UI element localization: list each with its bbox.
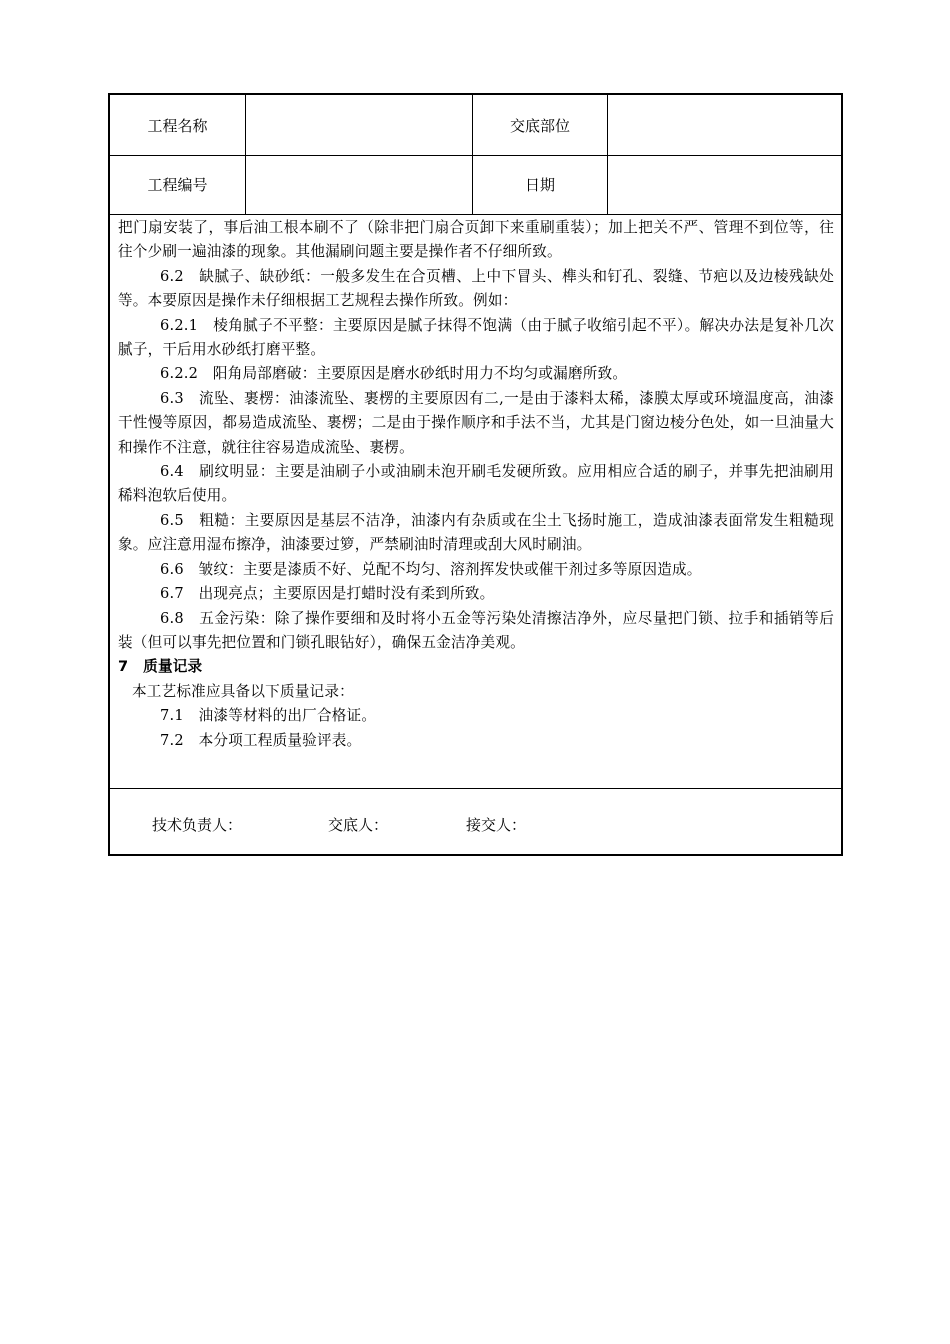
header-row-2 [110,155,841,215]
paragraph-6-4: 6.4 刷纹明显：主要是油刷子小或油刷未泡开刷毛发硬所致。应用相应合适的刷子，并事先把油刷用稀料泡软后使用。 [118,463,834,505]
date-field[interactable] [608,155,841,214]
paragraph-6-7: 6.7 出现亮点；主要原因是打蜡时没有柔到所致。 [160,585,495,603]
project-no-label: 工程编号 [110,155,246,214]
date-label: 日期 [473,155,608,214]
paragraph-continuation: 把门扇安装了，事后油工根本刷不了（除非把门扇合页卸下来重刷重装）；加上把关不严、管理不到位等，往往个少刷一遍油漆的现象。其他漏刷问题主要是操作者不仔细所致。 [118,219,834,261]
header-row-1 [110,95,841,156]
project-no-field[interactable] [246,155,473,214]
paragraph-6-2: 6.2 缺腻子、缺砂纸：一般多发生在合页槽、上中下冒头、榫头和钉孔、裂缝、节疤以及边棱残缺处等。本要原因是操作未仔细根据工艺规程去操作所致。例如： [118,267,834,310]
paragraph-7-intro: 本工艺标准应具备以下质量记录： [132,682,354,700]
signature-row [110,788,841,855]
handover-part-label: 交底部位 [473,95,608,155]
paragraph-6-2-2: 6.2.2 阳角局部磨破：主要原因是磨水砂纸时用力不均匀或漏磨所致。 [160,365,628,383]
tech-lead-label: 技术负责人： [152,816,243,834]
project-name-field[interactable] [246,95,473,155]
paragraph-6-3: 6.3 流坠、裹楞：油漆流坠、裹楞的主要原因有二,一是由于漆料太稀，漆膜太厚或环境温度高，油漆干性慢等原因，都易造成流坠、裹楞；二是由于操作顺序和手法不当，尤其是门窗边棱分色处，如一旦油量大和操作不注意，就往往容易造成流坠、裹楞。 [118,389,834,456]
paragraph-7-1: 7.1 油漆等材料的出厂合格证。 [160,707,377,725]
handover-sheet [108,93,843,856]
paragraph-6-2-1: 6.2.1 棱角腻子不平整：主要原因是腻子抹得不饱满（由于腻子收缩引起不平）。解决办法是复补几次腻子，干后用水砂纸打磨平整。 [118,316,834,359]
receiver-label: 接交人： [466,816,527,834]
paragraph-7-2: 7.2 本分项工程质量验评表。 [160,731,362,749]
handover-content [118,216,834,753]
paragraph-6-6: 6.6 皱纹：主要是漆质不好、兑配不均匀、溶剂挥发快或催干剂过多等原因造成。 [160,560,702,578]
paragraph-6-8: 6.8 五金污染：除了操作要细和及时将小五金等污染处清擦洁净外，应尽量把门锁、拉手和插销等后装（但可以事先把位置和门锁孔眼钻好），确保五金洁净美观。 [118,609,834,651]
paragraph-6-5: 6.5 粗糙：主要原因是基层不洁净，油漆内有杂质或在尘土飞扬时施工，造成油漆表面常发生粗糙现象。应注意用湿布擦净，油漆要过箩，严禁刷油时清理或刮大风时刷油。 [118,511,834,554]
project-name-label: 工程名称 [110,95,246,155]
handover-part-field[interactable] [608,95,841,155]
section-heading-7: 7 质量记录 [118,658,203,676]
handover-by-label: 交底人： [328,816,389,834]
